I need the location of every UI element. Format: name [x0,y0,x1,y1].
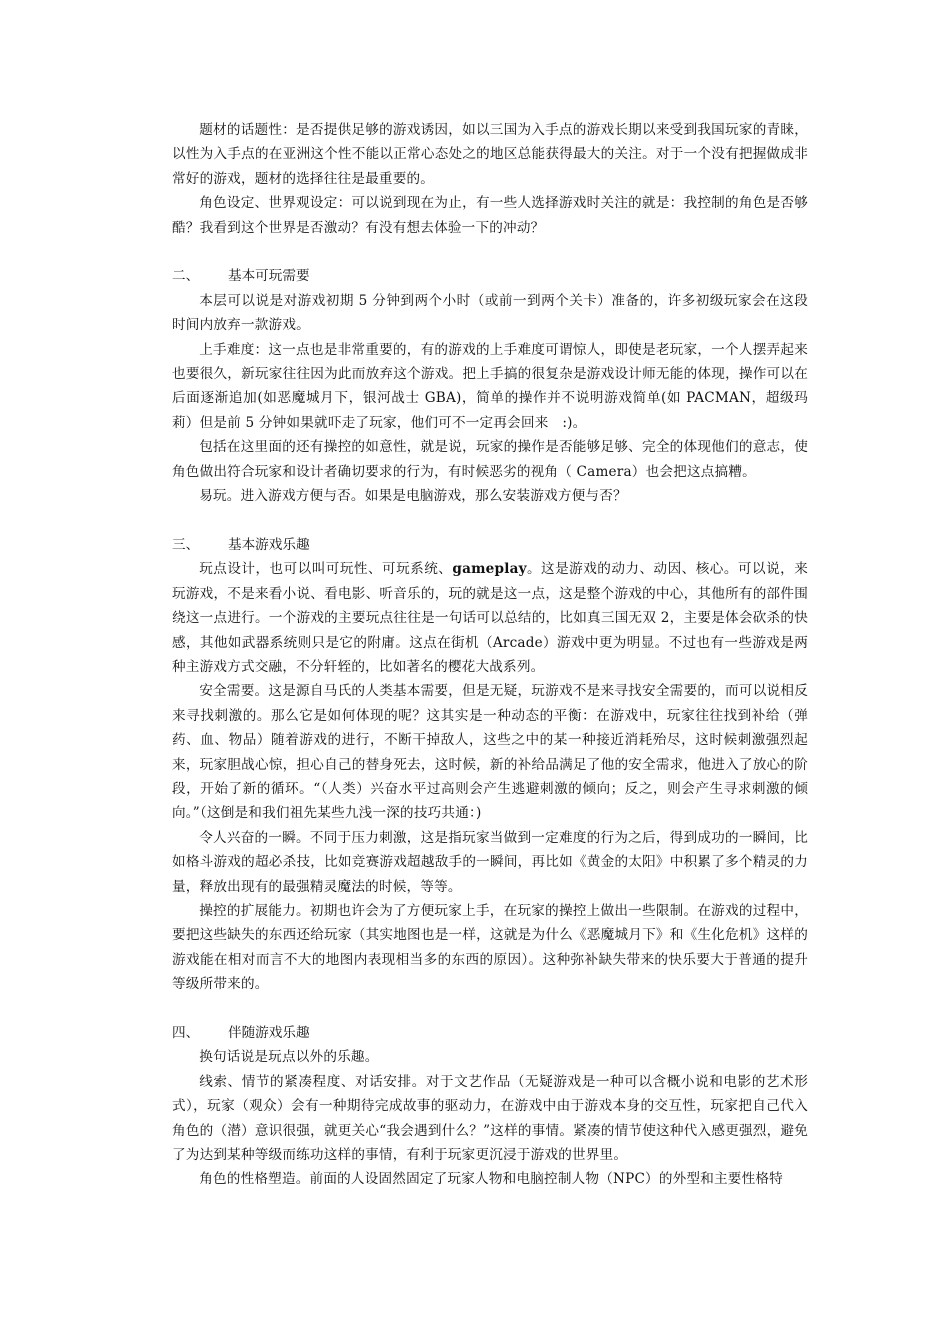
section-heading-2 [172,264,808,288]
paragraph-control: 包括在这里面的还有操控的如意性，就是说，玩家的操作是否能够足够、完全的体现他们的意志，使角色做出符合玩家和设计者确切要求的行为，有时候恶劣的视角（ Camera）也会把这点搞糟。 [172,439,808,480]
section-title: 伴随游戏乐趣 [228,1024,310,1041]
document-page [172,118,808,1192]
paragraph-character-setting: 角色设定、世界观设定：可以说到现在为止，有一些人选择游戏时关注的就是：我控制的角色是否够酷？我看到这个世界是否激动？有没有想去体验一下的冲动？ [172,195,808,236]
gameplay-body: 。这是游戏的动力、动因、核心。可以说，来玩游戏，不是来看小说、看电影、听音乐的，玩的就是这一点，这是整个游戏的中心，其他所有的部件围绕这一点进行。一个游戏的主要玩点往往是一句话可以总结的，比如真三国无双 2，主要是体会砍杀的快感，其他如武器系统则只是它的附庸。这点在街机（Arcade）游戏中更为明显。不过也有一些游戏是两种主游戏方式交融，不分轩轾的，比如著名的樱花大战系列。 [172,561,808,675]
paragraph-plot: 线索、情节的紧凑程度、对话安排。对于文艺作品（无疑游戏是一种可以含概小说和电影的艺术形式），玩家（观众）会有一种期待完成故事的驱动力，在游戏中由于游戏本身的交互性，玩家把自己代入角色的（潜）意识很强，就更关心“我会遇到什么？”这样的事情。紧凑的情节使这种代入感更强烈，避免了为达到某种等级而练功这样的事情，有利于玩家更沉浸于游戏的世界里。 [172,1073,808,1164]
paragraph-difficulty: 上手难度：这一点也是非常重要的，有的游戏的上手难度可谓惊人，即使是老玩家，一个人摆弄起来也要很久，新玩家往往因为此而放弃这个游戏。把上手搞的很复杂是游戏设计师无能的体现，操作可以在后面逐渐追加(如恶魔城月下，银河战士 GBA)，简单的操作并不说明游戏简单(如 PACMAN，超级玛莉）但是前 5 分钟如果就吓走了玩家，他们可不一定再会回来 :)。 [172,341,808,431]
paragraph-topic: 题材的话题性：是否提供足够的游戏诱因，如以三国为入手点的游戏长期以来受到我国玩家的青睐，以性为入手点的在亚洲这个性不能以正常心态处之的地区总能获得最大的关注。对于一个没有把握做成非常好的游戏，题材的选择往往是最重要的。 [172,122,808,187]
paragraph-easy-play: 易玩。进入游戏方便与否。如果是电脑游戏，那么安装游戏方便与否？ [199,488,627,505]
section-title: 基本游戏乐趣 [228,536,310,553]
paragraph-other-fun: 换句话说是玩点以外的乐趣。 [199,1049,379,1066]
section-heading-3 [172,533,808,557]
section-title: 基本可玩需要 [228,268,310,285]
paragraph-safety: 安全需要。这是源自马氏的人类基本需要，但是无疑，玩游戏不是来寻找安全需要的，而可以说相反来寻找刺激的。那么它是如何体现的呢？这其实是一种动态的平衡：在游戏中，玩家往往找到补给（弹药、血、物品）随着游戏的进行，不断干掉敌人，这些之中的某一种接近消耗殆尽，这时候刺激强烈起来，玩家胆战心惊，担心自己的替身死去，这时候，新的补给品满足了他的安全需求，他进入了放心的阶段，开始了新的循环。“（人类）兴奋水平过高则会产生逃避刺激的倾向；反之，则会产生寻求刺激的倾向。”（这倒是和我们祖先某些九浅一深的技巧共通：) [172,683,808,822]
section-heading-4 [172,1021,808,1045]
gameplay-lead: 玩点设计，也可以叫可玩性、可玩系统、 [199,561,453,578]
section-number: 三、 [172,536,200,553]
paragraph-control-extension: 操控的扩展能力。初期也许会为了方便玩家上手，在玩家的操控上做出一些限制。在游戏的过程中，要把这些缺失的东西还给玩家（其实地图也是一样，这就是为什么《恶魔城月下》和《生化危机》这样的游戏能在相对而言不大的地图内表现相当多的东西的原因）。这种弥补缺失带来的快乐要大于普通的提升等级所带来的。 [172,902,808,993]
gameplay-term: gameplay [452,561,527,578]
paragraph-intro-layer: 本层可以说是对游戏初期 5 分钟到两个小时（或前一到两个关卡）准备的，许多初级玩家会在这段时间内放弃一款游戏。 [172,292,808,334]
paragraph-exciting-moment: 令人兴奋的一瞬。不同于压力刺激，这是指玩家当做到一定难度的行为之后，得到成功的一瞬间，比如格斗游戏的超必杀技，比如竞赛游戏超越敌手的一瞬间，再比如《黄金的太阳》中积累了多个精灵的力量，释放出现有的最强精灵魔法的时候，等等。 [172,829,808,895]
paragraph-gameplay [172,557,808,679]
section-number: 二、 [172,268,200,285]
paragraph-character-shaping: 角色的性格塑造。前面的人设固然固定了玩家人物和电脑控制人物（NPC）的外型和主要性格特 [199,1171,783,1188]
section-number: 四、 [172,1024,200,1041]
